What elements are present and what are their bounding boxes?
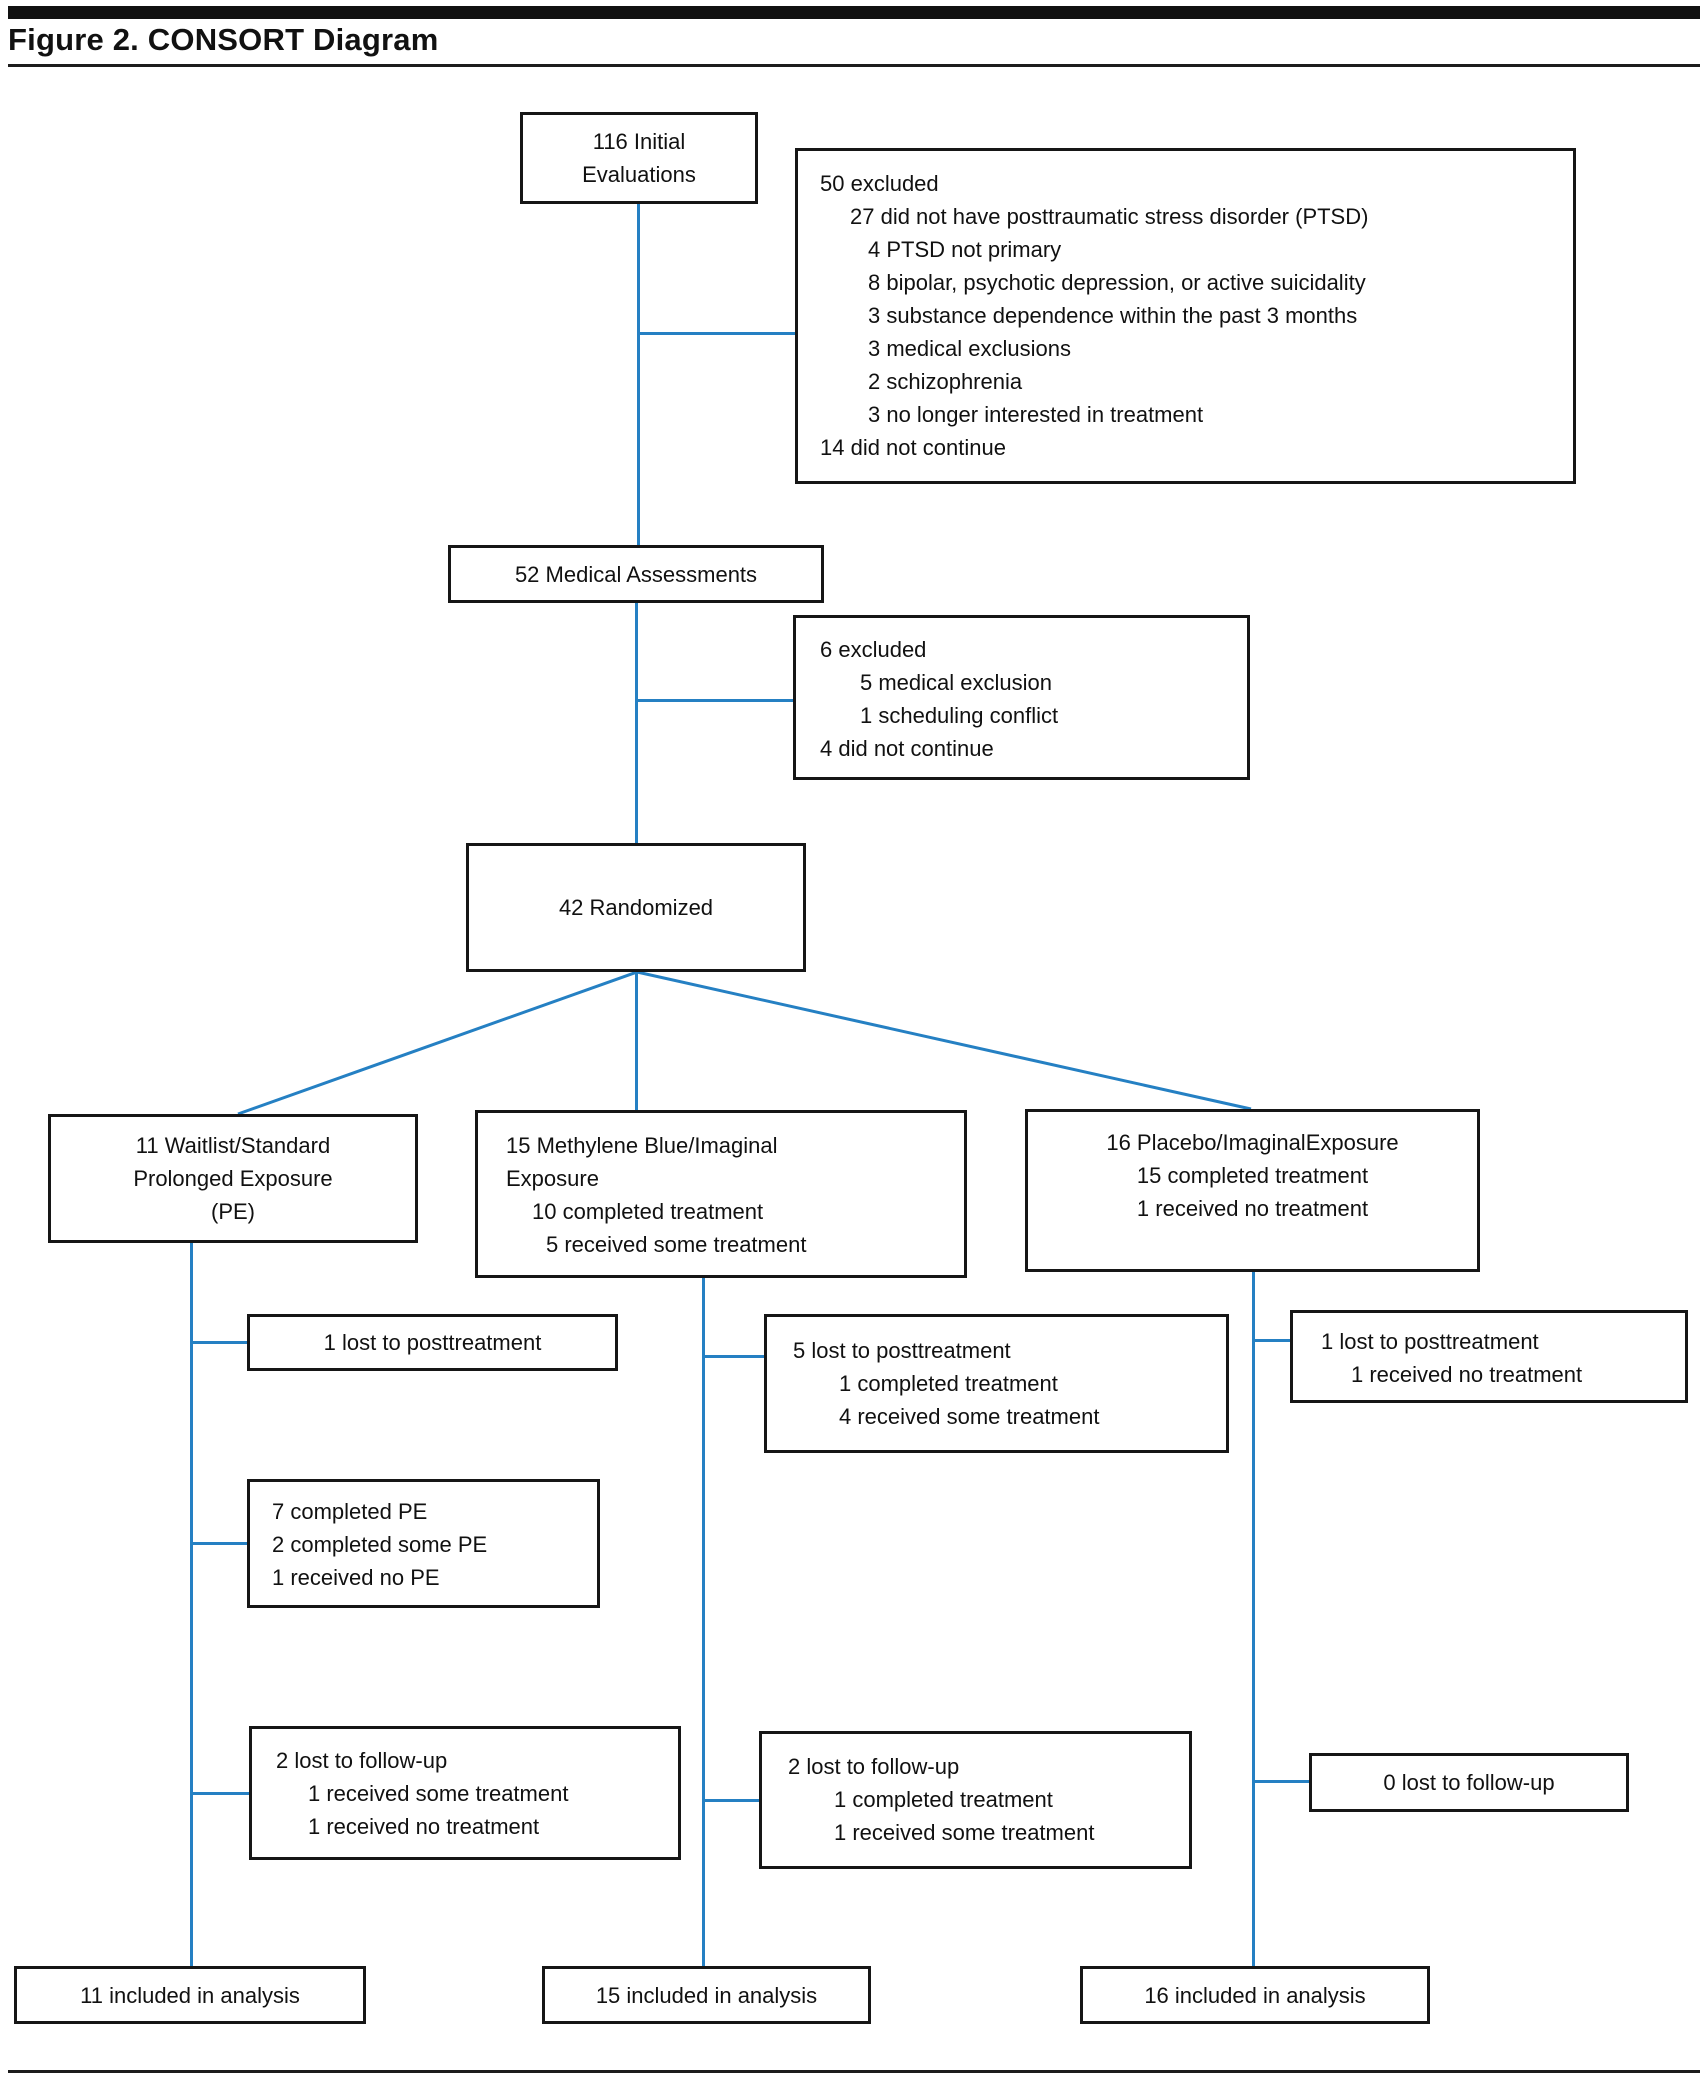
box-initial-evaluations [520,112,758,204]
footer-rule [8,2070,1700,2073]
text-line: 1 completed treatment [839,1371,1058,1396]
box-excluded-50 [795,148,1576,484]
fan-line-left [238,972,637,1114]
text-line: Evaluations [582,162,696,187]
box-waitlist-completed [247,1479,600,1608]
stem-methylene [702,1278,705,1966]
box-waitlist-lost-posttreatment [247,1314,618,1371]
text-line: 8 bipolar, psychotic depression, or active suicidality [868,270,1366,295]
connector-methylene-lost-posttreatment [704,1355,764,1358]
box-medical-assessments [448,545,824,603]
text-line: 5 received some treatment [546,1232,807,1257]
text-line: Prolonged Exposure [133,1166,333,1191]
box-waitlist-analysis [14,1966,366,2024]
text-line: 16 included in analysis [1144,1982,1366,2008]
text-line: 27 did not have posttraumatic stress disorder (PTSD) [850,204,1369,229]
stem-placebo [1252,1272,1255,1966]
text-line: Exposure [506,1166,599,1191]
connector-branch-excluded6 [635,699,793,702]
connector-branch-excluded50 [637,332,795,335]
text-line: 11 included in analysis [80,1982,300,2008]
text-line: 1 received no treatment [1136,1196,1369,1221]
stem-waitlist [190,1243,193,1966]
text-line: 15 Methylene Blue/Imaginal [506,1133,778,1158]
connector-methylene-lost-followup [704,1799,759,1802]
box-methylene-analysis [542,1966,871,2024]
text-line: 1 received no treatment [308,1814,540,1839]
fan-line-middle [635,972,638,1110]
text-line: 0 lost to follow-up [1383,1770,1555,1795]
text-line: 4 received some treatment [839,1404,1100,1429]
box-waitlist-lost-followup [249,1726,681,1860]
header-rule [8,64,1700,67]
box-placebo-lost-posttreatment [1290,1310,1688,1403]
box-methylene-lost-posttreatment [764,1314,1229,1453]
box-arm-placebo [1025,1109,1480,1272]
text-line: 7 completed PE [272,1499,428,1524]
box-methylene-lost-followup [759,1731,1192,1869]
connector-initial-to-medical [637,204,640,545]
text-line: 1 received some treatment [834,1820,1095,1845]
text-line: 6 excluded [820,637,927,662]
top-rule-thick [8,6,1700,19]
text-line: 2 schizophrenia [868,369,1023,394]
connector-medical-to-randomized [635,603,638,843]
text-line: 2 lost to follow-up [788,1754,960,1779]
text-line: 15 completed treatment [1136,1163,1369,1188]
text-line: 3 medical exclusions [868,336,1071,361]
box-placebo-analysis [1080,1966,1430,2024]
text-line: 2 lost to follow-up [276,1748,448,1773]
text-line: 1 completed treatment [834,1787,1053,1812]
text-line: 4 did not continue [820,736,994,761]
fan-line-right [637,972,1251,1109]
box-arm-waitlist [48,1114,418,1243]
connector-placebo-lost-posttreatment [1253,1339,1290,1342]
text-line: 1 lost to posttreatment [323,1330,542,1355]
text-line: 1 lost to posttreatment [1321,1329,1539,1354]
box-placebo-lost-followup [1309,1753,1629,1812]
text-line: 1 scheduling conflict [860,703,1059,728]
box-excluded-6 [793,615,1250,780]
text-line: 1 received no PE [272,1565,440,1590]
connector-waitlist-completed [192,1542,247,1545]
text-line: 3 no longer interested in treatment [868,402,1204,427]
box-randomized [466,843,806,972]
text-line: 4 PTSD not primary [868,237,1062,262]
text-line: 1 received some treatment [308,1781,569,1806]
text-line: 116 Initial [592,129,686,154]
text-line: 1 received no treatment [1351,1362,1583,1387]
connector-waitlist-lost-posttreatment [192,1341,247,1344]
text-line: (PE) [211,1199,255,1224]
text-line: 14 did not continue [820,435,1006,460]
text-line: 5 medical exclusion [860,670,1052,695]
text-line: 5 lost to posttreatment [793,1338,1011,1363]
text-line: 16 Placebo/ImaginalExposure [1106,1130,1399,1155]
text-line: 52 Medical Assessments [514,561,758,587]
text-line: 42 Randomized [558,895,714,920]
text-line: 11 Waitlist/Standard [135,1133,331,1158]
connector-waitlist-lost-followup [192,1792,249,1795]
randomization-fan-lines [0,970,1708,1120]
text-line: 2 completed some PE [272,1532,488,1557]
box-arm-methylene [475,1110,967,1278]
text-line: 50 excluded [820,171,939,196]
text-line: 10 completed treatment [532,1199,764,1224]
figure-title: Figure 2. CONSORT Diagram [8,22,439,57]
text-line: 3 substance dependence within the past 3 months [868,303,1358,328]
text-line: 15 included in analysis [595,1982,818,2008]
connector-placebo-lost-followup [1253,1780,1309,1783]
